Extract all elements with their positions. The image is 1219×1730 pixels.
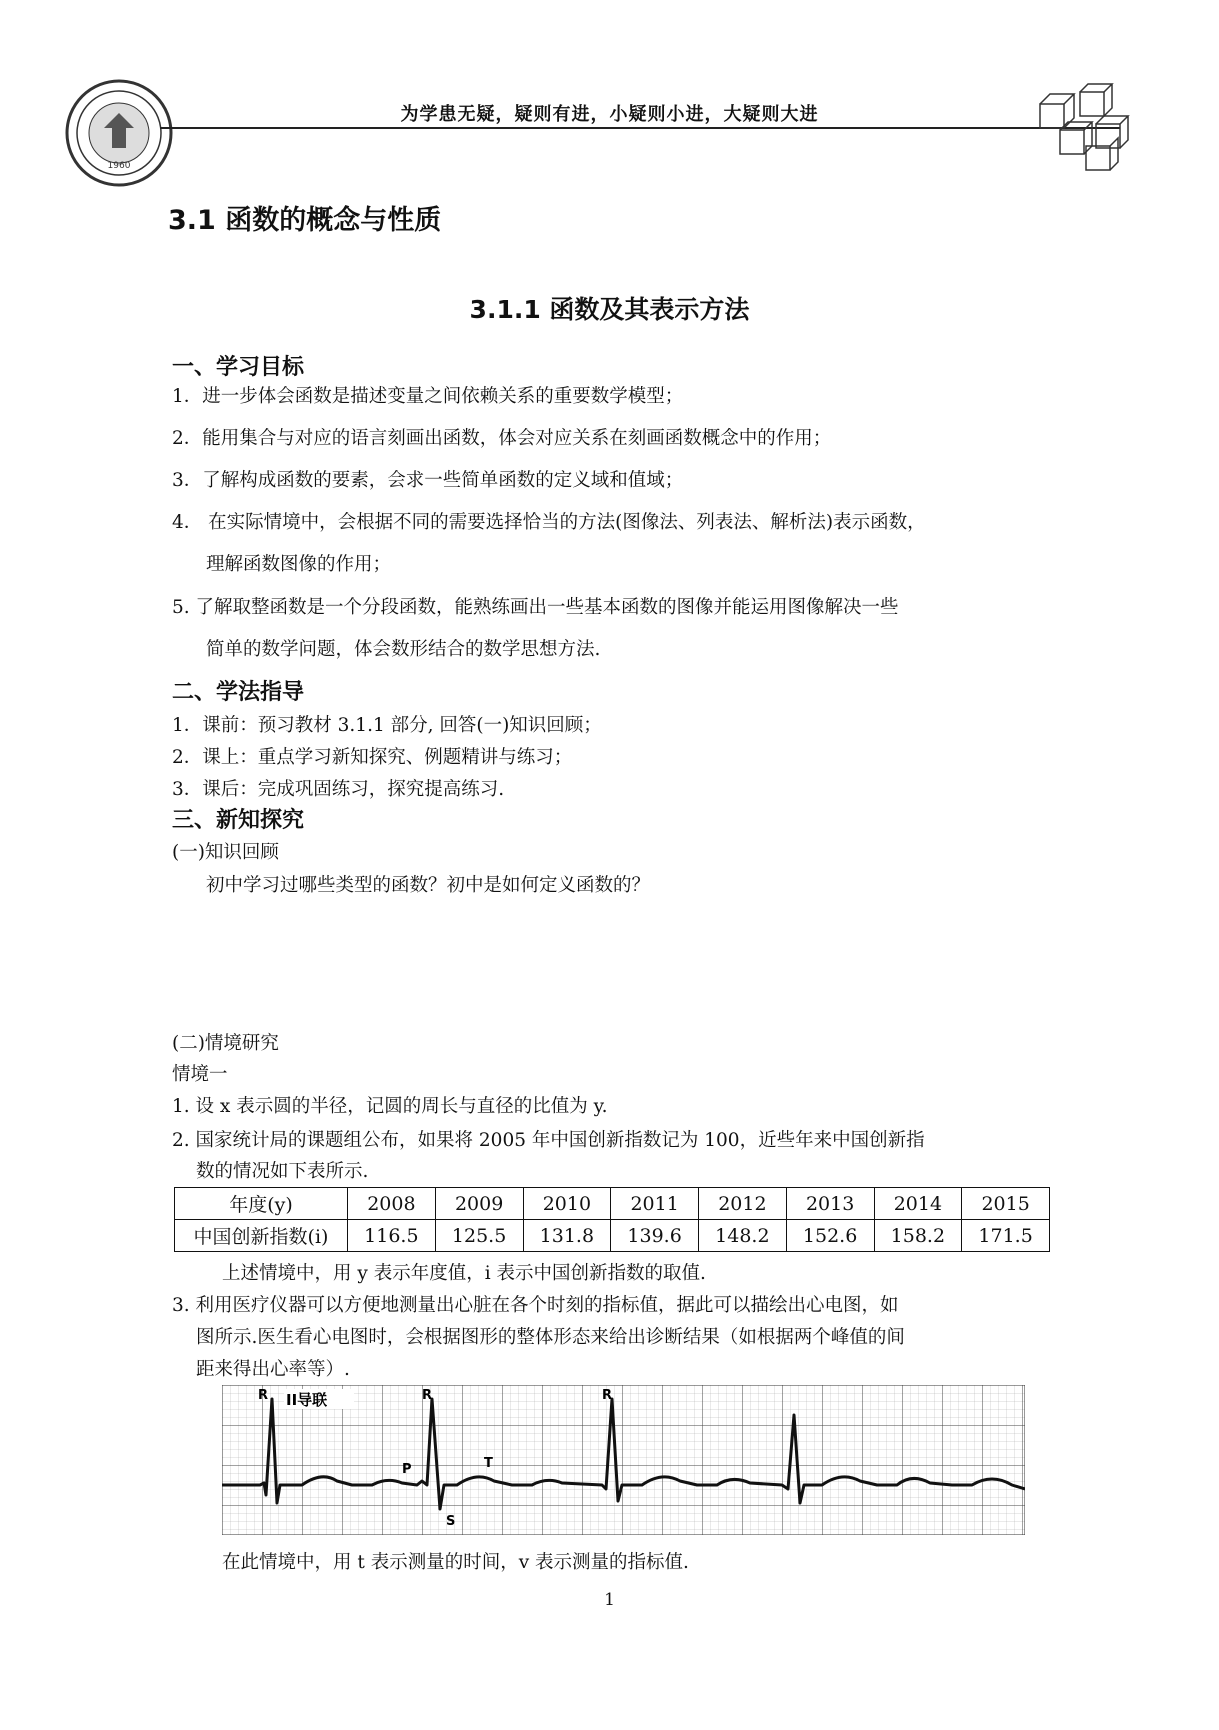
table-cell: 139.6: [611, 1220, 699, 1252]
table-cell: 171.5: [962, 1220, 1050, 1252]
table-row: [175, 1220, 1050, 1252]
ecg-r-label: R: [258, 1388, 269, 1403]
table-row: [175, 1188, 1050, 1220]
table-cell: 2012: [699, 1188, 787, 1220]
table-cell: 2009: [435, 1188, 523, 1220]
situation-item-continued: 数的情况如下表所示.: [196, 1161, 369, 1182]
table-cell: 2011: [611, 1188, 699, 1220]
header-motto: 为学患无疑，疑则有进，小疑则小进，大疑则大进: [400, 104, 819, 125]
study-guide-heading: 二、学法指导: [172, 680, 305, 705]
ecg-t-label: T: [484, 1456, 493, 1471]
svg-text:1960: 1960: [107, 161, 131, 171]
guide-item: 1．课前：预习教材 3.1.1 部分, 回答(一)知识回顾；: [172, 715, 602, 736]
situation-title: (二)情境研究: [172, 1033, 279, 1054]
situation-item: 1. 设 x 表示圆的半径，记圆的周长与直径的比值为 y.: [172, 1096, 608, 1117]
innovation-index-table: [174, 1187, 1050, 1252]
ecg-p-label: P: [402, 1462, 412, 1477]
situation-item: 2. 国家统计局的课题组公布，如果将 2005 年中国创新指数记为 100，近些年来中国创新指: [172, 1130, 925, 1151]
review-title: (一)知识回顾: [172, 842, 279, 863]
table-cell: 152.6: [786, 1220, 874, 1252]
subsection-title: 3.1.1 函数及其表示方法: [469, 295, 750, 324]
goal-item: 1．进一步体会函数是描述变量之间依赖关系的重要数学模型；: [172, 386, 684, 407]
table-cell: 2010: [523, 1188, 611, 1220]
situation-one-label: 情境一: [172, 1064, 228, 1085]
learning-goals-heading: 一、学习目标: [172, 355, 305, 380]
goal-item-continued: 理解函数图像的作用；: [206, 554, 392, 575]
table-cell: 2008: [348, 1188, 436, 1220]
situation-note: 上述情境中，用 y 表示年度值，i 表示中国创新指数的取值.: [222, 1263, 706, 1284]
table-cell: 158.2: [874, 1220, 962, 1252]
ecg-chart: [222, 1385, 1025, 1535]
cubes-decoration-icon: [1030, 82, 1140, 174]
goal-item: 2．能用集合与对应的语言刻画出函数，体会对应关系在刻画函数概念中的作用；: [172, 428, 832, 449]
goal-item: 5. 了解取整函数是一个分段函数，能熟练画出一些基本函数的图像并能运用图像解决一些: [172, 597, 899, 618]
ecg-r-label: R: [422, 1388, 433, 1403]
page-number: 1: [604, 1590, 615, 1610]
ecg-caption: 在此情境中，用 t 表示测量的时间，v 表示测量的指标值.: [222, 1552, 689, 1573]
table-cell: 2015: [962, 1188, 1050, 1220]
table-cell: 148.2: [699, 1220, 787, 1252]
table-cell: 116.5: [348, 1220, 436, 1252]
goal-item: 4． 在实际情境中，会根据不同的需要选择恰当的方法(图像法、列表法、解析法)表示函数，: [172, 512, 926, 533]
situation-item: 3. 利用医疗仪器可以方便地测量出心脏在各个时刻的指标值，据此可以描绘出心电图，如: [172, 1295, 899, 1316]
ecg-s-label: S: [446, 1514, 456, 1529]
section-title: 3.1 函数的概念与性质: [168, 205, 442, 236]
situation-item-continued: 距来得出心率等）.: [196, 1359, 350, 1380]
new-knowledge-heading: 三、新知探究: [172, 808, 305, 833]
review-question: 初中学习过哪些类型的函数？初中是如何定义函数的？: [206, 875, 651, 896]
table-cell: 2013: [786, 1188, 874, 1220]
situation-item-continued: 图所示.医生看心电图时，会根据图形的整体形态来给出诊断结果（如根据两个峰值的间: [196, 1327, 905, 1348]
ecg-lead-label: II导联: [286, 1391, 328, 1409]
table-header-cell: 中国创新指数(i): [175, 1220, 348, 1252]
ecg-r-label: R: [602, 1388, 613, 1403]
table-cell: 2014: [874, 1188, 962, 1220]
university-seal-logo: [64, 78, 174, 188]
guide-item: 2．课上：重点学习新知探究、例题精讲与练习；: [172, 747, 573, 768]
table-cell: 131.8: [523, 1220, 611, 1252]
table-cell: 125.5: [435, 1220, 523, 1252]
goal-item: 3．了解构成函数的要素，会求一些简单函数的定义域和值域；: [172, 470, 684, 491]
table-header-cell: 年度(y): [175, 1188, 348, 1220]
header-rule: [160, 127, 1120, 129]
goal-item-continued: 简单的数学问题，体会数形结合的数学思想方法.: [206, 639, 601, 660]
guide-item: 3．课后：完成巩固练习，探究提高练习.: [172, 779, 505, 800]
